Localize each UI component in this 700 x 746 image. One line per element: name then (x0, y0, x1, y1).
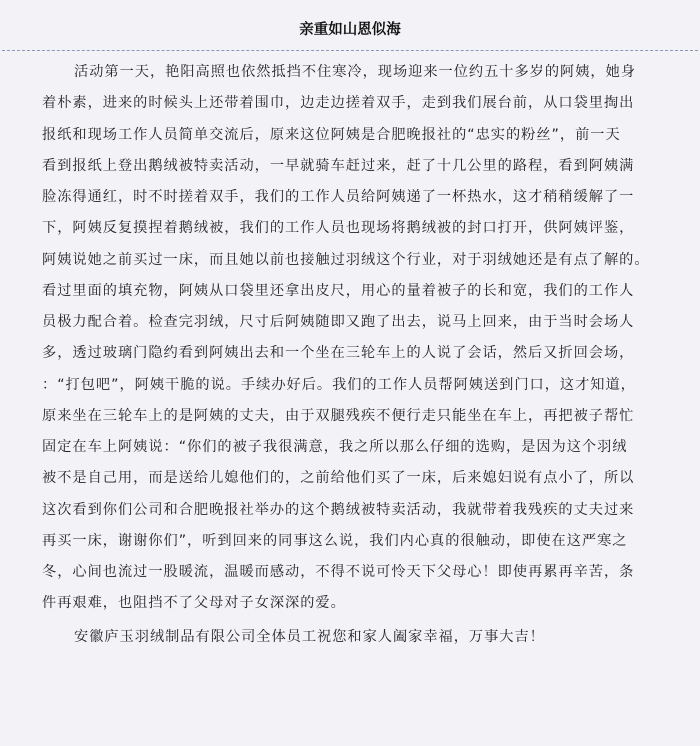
paragraph-line: 报纸和现场工作人员简单交流后，原来这位阿姨是合肥晚报社的“忠实的粉丝”，前一天 (42, 126, 621, 143)
paragraph-line: 这次看到你们公司和合肥晚报社举办的这个鹅绒被特卖活动，我就带着我残疾的丈夫过来 (42, 501, 635, 518)
article-body (0, 51, 700, 653)
closing-line: 安徽庐玉羽绒制品有限公司全体员工祝您和家人阖家幸福，万事大吉！ (74, 628, 545, 645)
paragraph-line: 件再艰难，也阻挡不了父母对子女深深的爱。 (42, 595, 346, 612)
article-title: 亲重如山恩似海 (299, 22, 401, 38)
paragraph-line: 看到报纸上登出鹅绒被特卖活动，一早就骑车赶过来，赶了十几公里的路程，看到阿姨满 (42, 157, 635, 174)
paragraph-line: 再买一床，谢谢你们”，听到回来的同事这么说，我们内心真的很触动，即使在这严寒之 (42, 532, 628, 549)
article-paragraph (42, 57, 692, 620)
paragraph-line: 看过里面的填充物，阿姨从口袋里还拿出皮尺，用心的量着被子的长和宽，我们的工作人 (42, 282, 635, 299)
paragraph-line: 固定在车上阿姨说：“你们的被子我很满意，我之所以那么仔细的选购，是因为这个羽绒 (42, 439, 628, 455)
paragraph-line: 脸冻得通红，时不时搓着双手，我们的工作人员给阿姨递了一杯热水，这才稍稍缓解了一 (42, 189, 635, 205)
paragraph-line: 阿姨说她之前买过一床，而且她以前也接触过羽绒这个行业，对于羽绒她还是有点了解的。 (42, 251, 650, 268)
paragraph-line: 着朴素，进来的时候头上还带着围巾，边走边搓着双手，走到我们展台前，从口袋里掏出 (42, 95, 635, 112)
paragraph-line: 被不是自己用，而是送给儿媳他们的，之前给他们买了一床，后来媳妇说有点小了，所以 (42, 470, 635, 487)
paragraph-line: 活动第一天，艳阳高照也依然抵挡不住寒冷，现场迎来一位约五十多岁的阿姨，她身 (74, 64, 636, 80)
paragraph-line: 下，阿姨反复摸捏着鹅绒被，我们的工作人员也现场将鹅绒被的封口打开，供阿姨评鉴， (42, 220, 635, 237)
paragraph-line: 冬，心间也流过一股暖流，温暖而感动，不得不说可怜天下父母心！即使再累再辛苦，条 (42, 564, 635, 580)
paragraph-line: 多，透过玻璃门隐约看到阿姨出去和一个坐在三轮车上的人说了会话，然后又折回会场， (42, 345, 635, 362)
paragraph-line: 原来坐在三轮车上的是阿姨的丈夫，由于双腿残疾不便行走只能坐在车上，再把被子帮忙 (42, 407, 635, 424)
paragraph-line: 员极力配合着。检查完羽绒，尺寸后阿姨随即又跑了出去，说马上回来，由于当时会场人 (42, 314, 635, 330)
paragraph-line: ：“打包吧”，阿姨干脆的说。手续办好后。我们的工作人员帮阿姨送到门口，这才知道， (42, 376, 636, 393)
